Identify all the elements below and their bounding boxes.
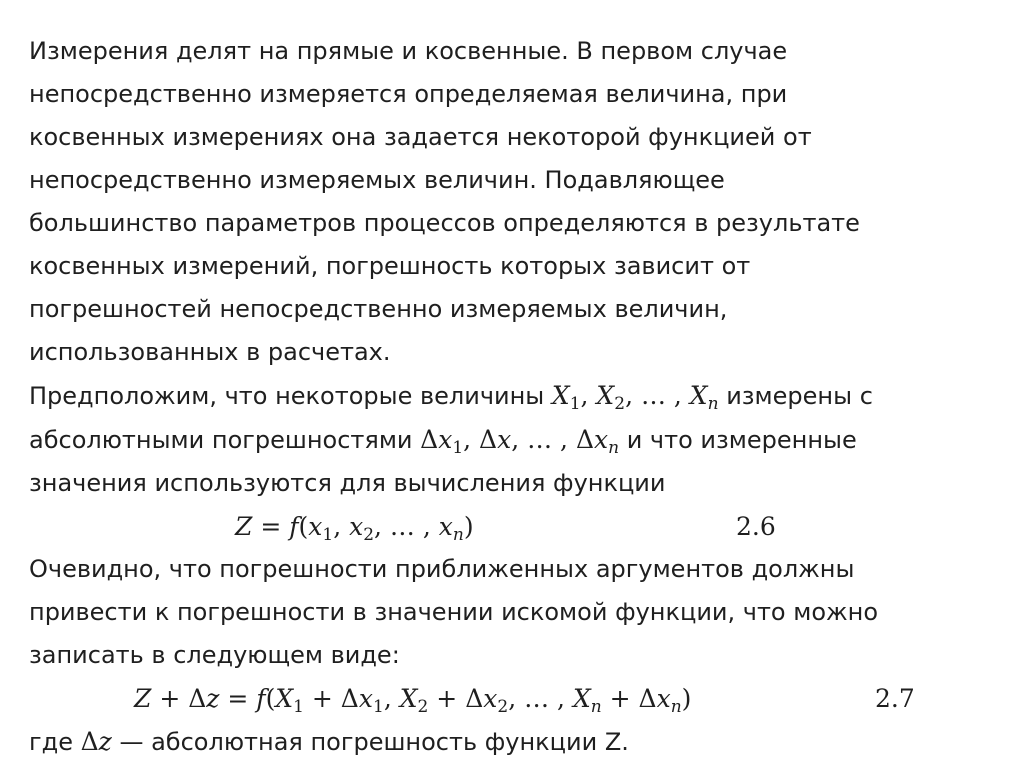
paragraph3-line-3: записать в следующем виде: <box>29 641 400 669</box>
errors-delta-x-list: $\Delta x_1$, Δx, … , $\Delta x_n$ <box>420 425 620 458</box>
equation-2-6 <box>29 505 999 548</box>
equation-2-7 <box>29 677 999 720</box>
equation-2-6-number: 2.6 <box>736 512 776 541</box>
paragraph2-line1-text-before: Предположим, что некоторые величины <box>29 382 552 410</box>
paragraph1-line-4: непосредственно измеряемых величин. Подавляющее <box>29 166 725 194</box>
delta-z-symbol: Δz <box>80 727 112 756</box>
equation-2-7-number: 2.7 <box>875 684 915 713</box>
paragraph1-line-2: непосредственно измеряется определяемая величина, при <box>29 80 788 108</box>
paragraph1-line-1: Измерения делят на прямые и косвенные. В первом случае <box>29 37 788 65</box>
slide-text <box>29 30 999 764</box>
paragraph1-line-8: использованных в расчетах. <box>29 338 391 366</box>
variables-x-list: $X_1$, $X_2$, … , $X_n$ <box>551 381 719 414</box>
closing-line <box>29 720 999 764</box>
paragraph2-line-2 <box>29 418 999 462</box>
paragraph3-line-2: привести к погрешности в значении искомой функции, что можно <box>29 598 879 626</box>
closing-prefix: где <box>29 728 81 756</box>
equation-2-6-formula: $Z = f(x_1$, $x_2$, … , $x_n$) <box>235 512 474 545</box>
paragraph2-line1-text-after: измерены с <box>718 382 873 410</box>
paragraph1-line-7: погрешностей непосредственно измеряемых величин, <box>29 295 728 323</box>
paragraph3-line-1: Очевидно, что погрешности приближенных аргументов должны <box>29 555 855 583</box>
equation-2-7-formula: $Z + \Delta z = f(X_1 + \Delta x_1$, $X_2 + \Delta x_2$, … , $X_n + \Delta x_n$) <box>134 684 692 717</box>
paragraph1-line-5: большинство параметров процессов определяются в результате <box>29 209 860 237</box>
paragraph2-line-3: значения используются для вычисления функции <box>29 469 666 497</box>
paragraph2-line-1 <box>29 374 999 418</box>
paragraph2-line2-text-after: и что измеренные <box>619 426 857 454</box>
closing-suffix: — абсолютная погрешность функции Z. <box>111 728 629 756</box>
paragraph2-line2-text-before: абсолютными погрешностями <box>29 426 421 454</box>
paragraph1-line-3: косвенных измерениях она задается некоторой функцией от <box>29 123 812 151</box>
paragraph1-line-6: косвенных измерений, погрешность которых зависит от <box>29 252 751 280</box>
